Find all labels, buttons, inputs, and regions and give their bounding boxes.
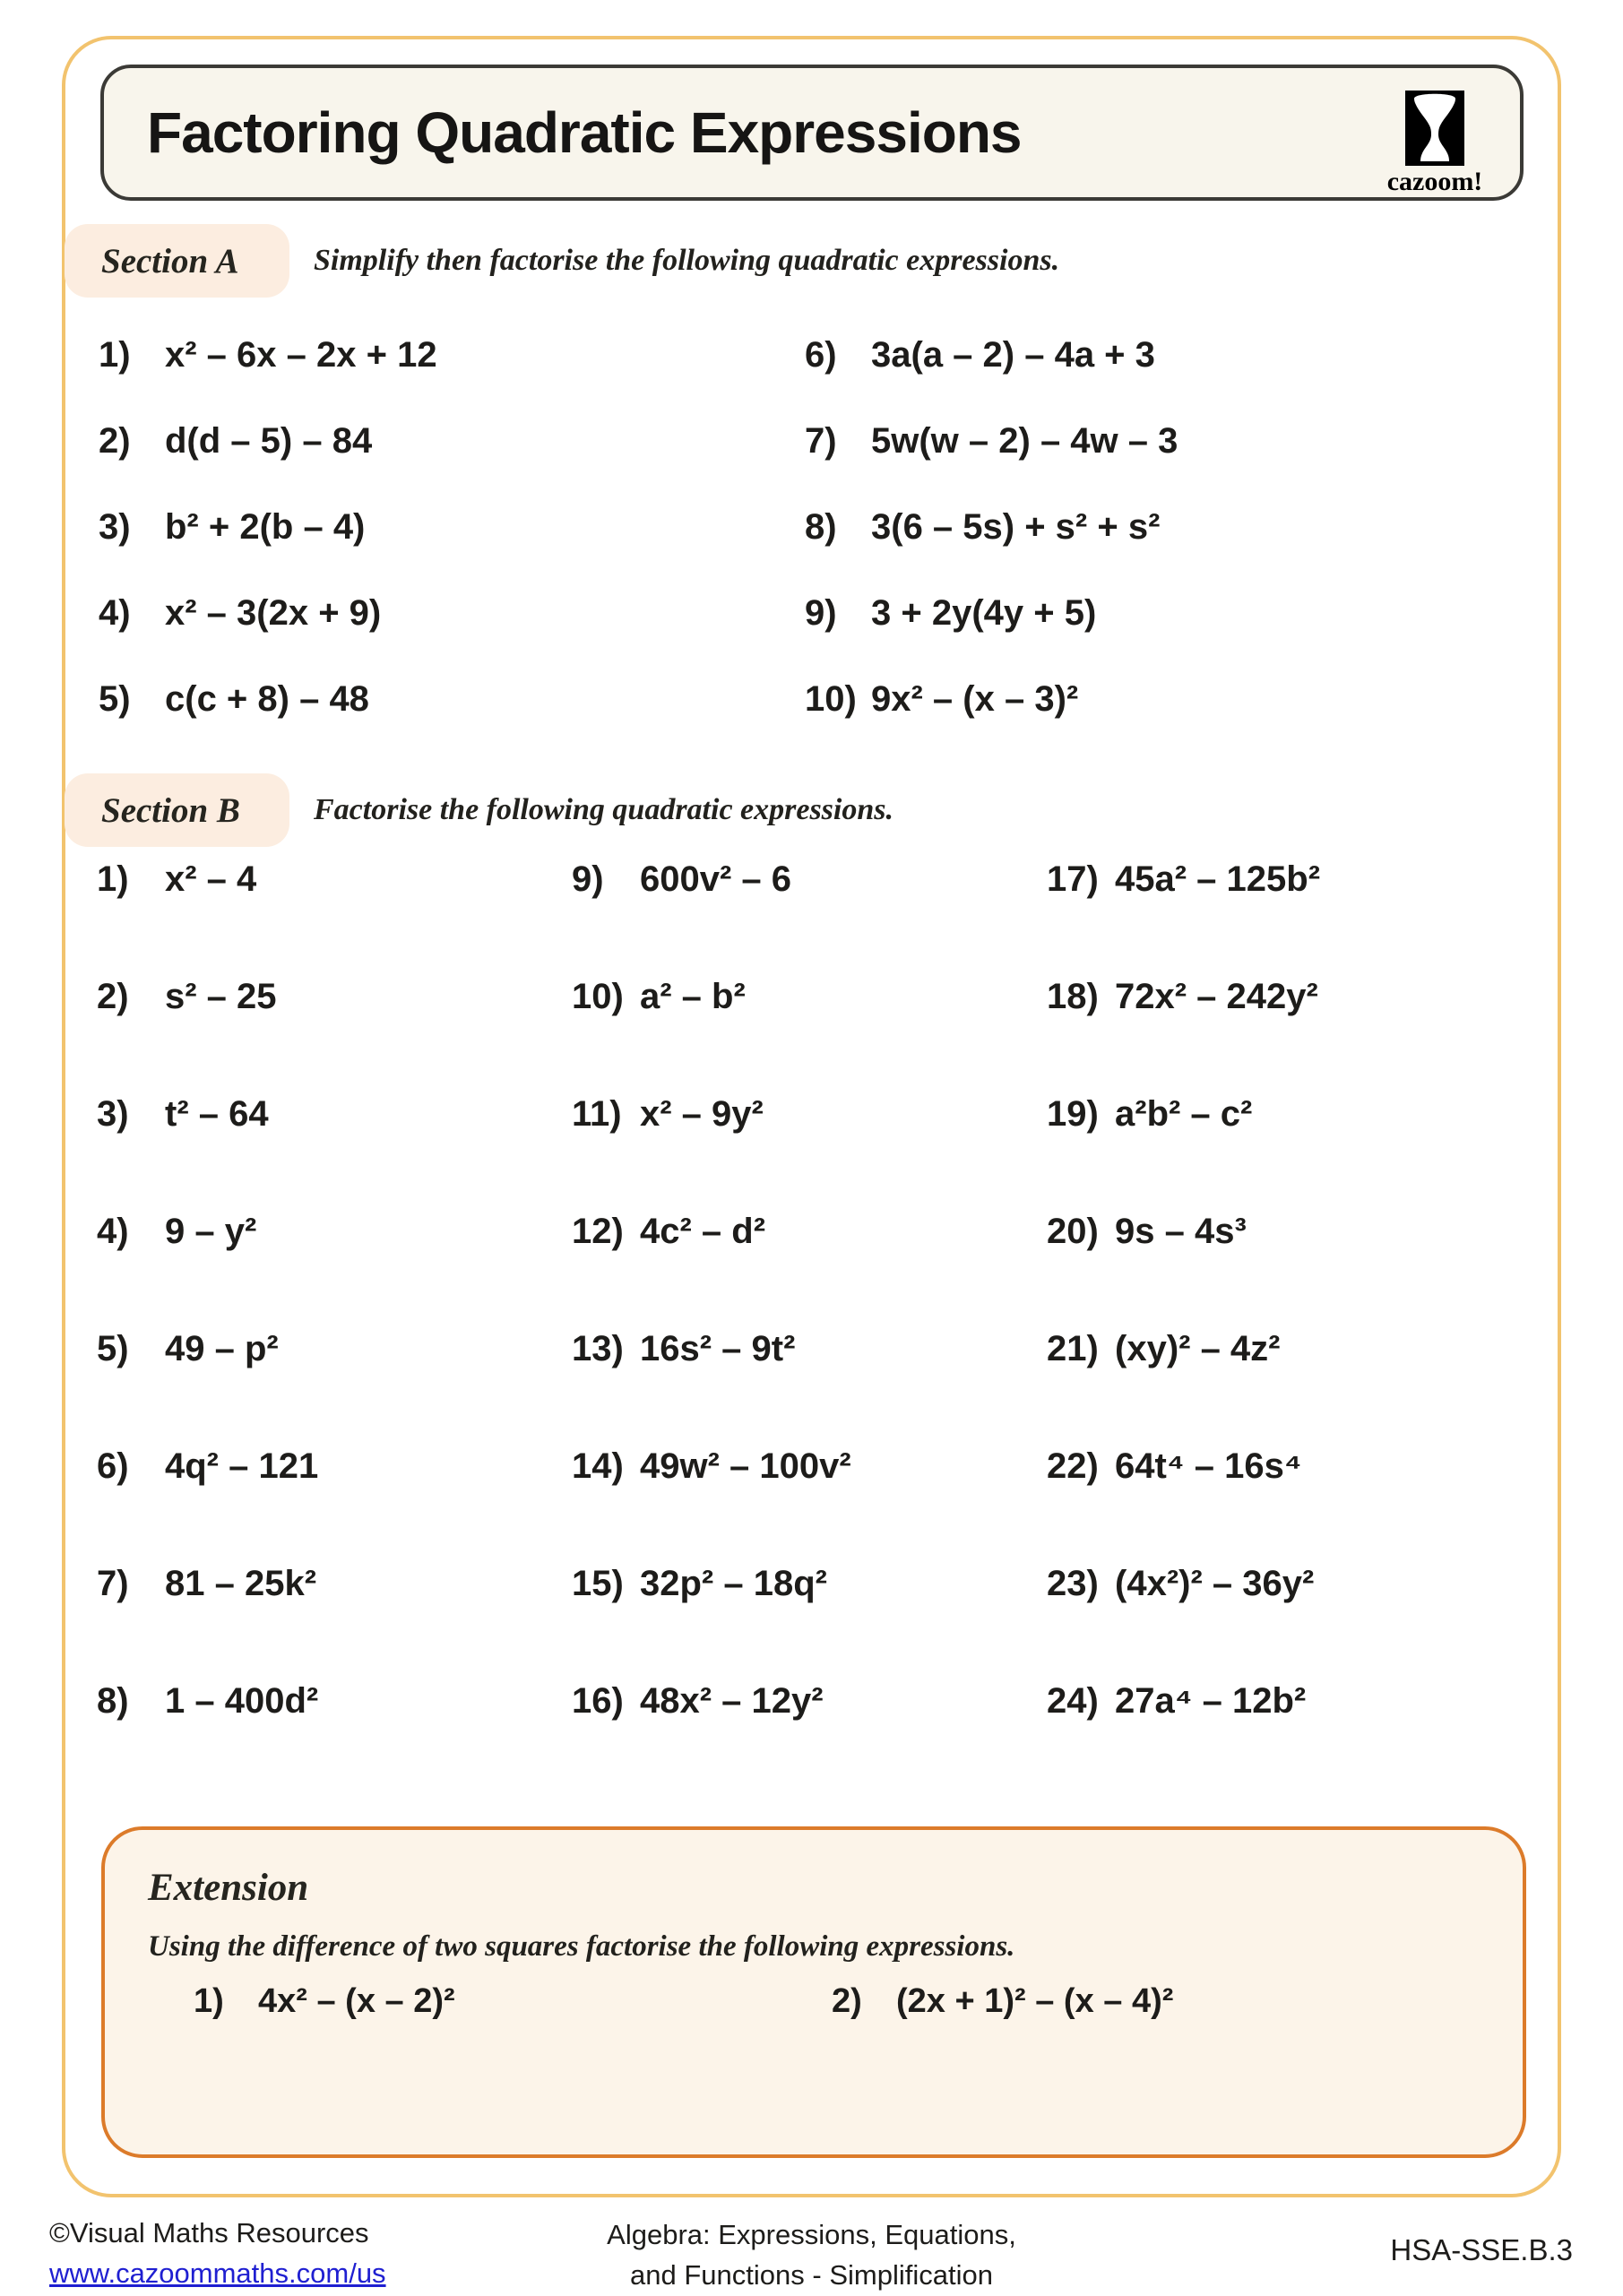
problem-number: 18) bbox=[1047, 977, 1099, 1016]
section-b-problems bbox=[97, 859, 1567, 1798]
problem-item bbox=[97, 1446, 572, 1563]
problem-item bbox=[99, 678, 805, 764]
problem-number: 8) bbox=[97, 1681, 129, 1721]
problem-number: 19) bbox=[1047, 1094, 1099, 1134]
problem-expression: x² – 6x – 2x + 12 bbox=[165, 335, 437, 375]
section-a-label: Section A bbox=[101, 241, 239, 281]
problem-item bbox=[572, 1328, 1047, 1446]
problem-number: 11) bbox=[572, 1094, 622, 1134]
problem-expression: x² – 3(2x + 9) bbox=[165, 593, 382, 633]
problem-item bbox=[1047, 1328, 1567, 1446]
problem-number: 2) bbox=[99, 421, 131, 461]
problem-expression: 3(6 – 5s) + s² + s² bbox=[871, 507, 1161, 547]
problem-item bbox=[572, 859, 1047, 976]
problem-expression: 9s – 4s³ bbox=[1115, 1212, 1247, 1251]
problem-number: 13) bbox=[572, 1329, 624, 1368]
problem-expression: 16s² – 9t² bbox=[640, 1329, 796, 1368]
problem-number: 4) bbox=[99, 593, 131, 633]
problem-item bbox=[805, 334, 1378, 420]
problem-item bbox=[97, 1211, 572, 1328]
extension-title: Extension bbox=[148, 1867, 309, 1909]
problem-item bbox=[97, 1328, 572, 1446]
problem-number: 2) bbox=[832, 1982, 862, 2020]
problem-item bbox=[99, 334, 805, 420]
problem-number: 10) bbox=[572, 977, 624, 1016]
problem-number: 6) bbox=[805, 335, 837, 375]
problem-number: 20) bbox=[1047, 1212, 1099, 1251]
problem-number: 5) bbox=[99, 679, 131, 719]
problem-expression: 48x² – 12y² bbox=[640, 1681, 824, 1721]
problem-item bbox=[1047, 1211, 1567, 1328]
problem-item bbox=[805, 678, 1378, 764]
title-box bbox=[100, 65, 1524, 201]
problem-number: 4) bbox=[97, 1212, 129, 1251]
problem-expression: 27a⁴ – 12b² bbox=[1115, 1681, 1307, 1721]
problem-expression: 49w² – 100v² bbox=[640, 1446, 851, 1486]
problem-expression: 9 – y² bbox=[165, 1212, 257, 1251]
problem-expression: c(c + 8) – 48 bbox=[165, 679, 369, 719]
problem-item bbox=[1047, 1563, 1567, 1680]
problem-item bbox=[572, 1563, 1047, 1680]
problem-expression: 5w(w – 2) – 4w – 3 bbox=[871, 421, 1178, 461]
problem-item bbox=[1047, 1093, 1567, 1211]
problem-item bbox=[832, 1982, 1173, 2022]
problem-item bbox=[572, 1211, 1047, 1328]
problem-expression: 3 + 2y(4y + 5) bbox=[871, 593, 1097, 633]
problem-number: 5) bbox=[97, 1329, 129, 1368]
section-b-instruction: Factorise the following quadratic expressions. bbox=[314, 793, 894, 826]
problem-item bbox=[99, 506, 805, 592]
problem-number: 9) bbox=[572, 859, 604, 899]
problem-item bbox=[99, 592, 805, 678]
problem-expression: 600v² – 6 bbox=[640, 859, 792, 899]
problem-number: 8) bbox=[805, 507, 837, 547]
problem-number: 14) bbox=[572, 1446, 624, 1486]
problem-number: 3) bbox=[99, 507, 131, 547]
problem-item bbox=[97, 1563, 572, 1680]
problem-number: 24) bbox=[1047, 1681, 1099, 1721]
problem-expression: 72x² – 242y² bbox=[1115, 977, 1318, 1016]
drum-icon bbox=[1405, 91, 1464, 166]
problem-item bbox=[194, 1982, 455, 2022]
problem-item bbox=[805, 420, 1378, 506]
problem-number: 2) bbox=[97, 977, 129, 1016]
problem-item bbox=[1047, 1680, 1567, 1798]
problem-item bbox=[97, 1093, 572, 1211]
extension-instruction: Using the difference of two squares factorise the following expressions. bbox=[148, 1930, 1015, 1963]
problem-number: 1) bbox=[194, 1982, 224, 2020]
section-b-label: Section B bbox=[101, 790, 240, 830]
footer-topic-line1: Algebra: Expressions, Equations, bbox=[607, 2219, 1016, 2250]
problem-item bbox=[97, 859, 572, 976]
problem-number: 16) bbox=[572, 1681, 624, 1721]
problem-number: 23) bbox=[1047, 1564, 1099, 1603]
logo-text: cazoom! bbox=[1386, 167, 1483, 196]
problem-item bbox=[1047, 976, 1567, 1093]
problem-number: 17) bbox=[1047, 859, 1099, 899]
problem-number: 7) bbox=[805, 421, 837, 461]
problem-number: 1) bbox=[97, 859, 129, 899]
copyright-text: ©Visual Maths Resources bbox=[49, 2217, 369, 2249]
problem-expression: 4q² – 121 bbox=[165, 1446, 319, 1486]
problem-item bbox=[1047, 1446, 1567, 1563]
problem-item bbox=[805, 506, 1378, 592]
problem-expression: 3a(a – 2) – 4a + 3 bbox=[871, 335, 1155, 375]
section-a-instruction: Simplify then factorise the following quadratic expressions. bbox=[314, 244, 1060, 277]
section-a-badge bbox=[65, 224, 289, 298]
section-b-badge bbox=[65, 773, 289, 847]
standard-code: HSA-SSE.B.3 bbox=[1390, 2233, 1573, 2266]
problem-number: 12) bbox=[572, 1212, 624, 1251]
problem-number: 10) bbox=[805, 679, 857, 719]
problem-expression: 1 – 400d² bbox=[165, 1681, 319, 1721]
problem-number: 22) bbox=[1047, 1446, 1099, 1486]
problem-expression: (4x²)² – 36y² bbox=[1115, 1564, 1315, 1603]
problem-expression: a² – b² bbox=[640, 977, 746, 1016]
problem-item bbox=[1047, 859, 1567, 976]
problem-number: 1) bbox=[99, 335, 131, 375]
cazoom-logo bbox=[1375, 91, 1495, 197]
problem-number: 3) bbox=[97, 1094, 129, 1134]
problem-number: 9) bbox=[805, 593, 837, 633]
problem-number: 7) bbox=[97, 1564, 129, 1603]
problem-expression: d(d – 5) – 84 bbox=[165, 421, 373, 461]
footer-topic-line2: and Functions - Simplification bbox=[630, 2258, 993, 2291]
problem-item bbox=[572, 1446, 1047, 1563]
footer-topic bbox=[0, 2215, 1623, 2296]
problem-expression: 4x² – (x – 2)² bbox=[258, 1982, 455, 2020]
problem-number: 21) bbox=[1047, 1329, 1099, 1368]
problem-expression: 4c² – d² bbox=[640, 1212, 766, 1251]
extension-box bbox=[101, 1826, 1526, 2158]
problem-expression: t² – 64 bbox=[165, 1094, 269, 1134]
problem-item bbox=[805, 592, 1378, 678]
problem-expression: 64t⁴ – 16s⁴ bbox=[1115, 1446, 1302, 1486]
problem-expression: 49 – p² bbox=[165, 1329, 279, 1368]
problem-number: 6) bbox=[97, 1446, 129, 1486]
problem-item bbox=[572, 1680, 1047, 1798]
problem-item bbox=[572, 1093, 1047, 1211]
problem-expression: a²b² – c² bbox=[1115, 1094, 1253, 1134]
problem-expression: b² + 2(b – 4) bbox=[165, 507, 366, 547]
page-title: Factoring Quadratic Expressions bbox=[147, 100, 1022, 165]
problem-expression: (2x + 1)² – (x – 4)² bbox=[896, 1982, 1174, 2020]
problem-expression: s² – 25 bbox=[165, 977, 277, 1016]
problem-expression: x² – 9y² bbox=[640, 1094, 764, 1134]
section-a-problems bbox=[99, 334, 1378, 764]
problem-item bbox=[97, 976, 572, 1093]
problem-expression: x² – 4 bbox=[165, 859, 257, 899]
problem-expression: 32p² – 18q² bbox=[640, 1564, 827, 1603]
problem-number: 15) bbox=[572, 1564, 624, 1603]
cazoommaths-link[interactable]: www.cazoommaths.com/us bbox=[49, 2257, 386, 2290]
problem-expression: 45a² – 125b² bbox=[1115, 859, 1321, 899]
problem-expression: (xy)² – 4z² bbox=[1115, 1329, 1281, 1368]
problem-expression: 9x² – (x – 3)² bbox=[871, 679, 1079, 719]
problem-item bbox=[99, 420, 805, 506]
problem-item bbox=[97, 1680, 572, 1798]
problem-item bbox=[572, 976, 1047, 1093]
problem-expression: 81 – 25k² bbox=[165, 1564, 317, 1603]
